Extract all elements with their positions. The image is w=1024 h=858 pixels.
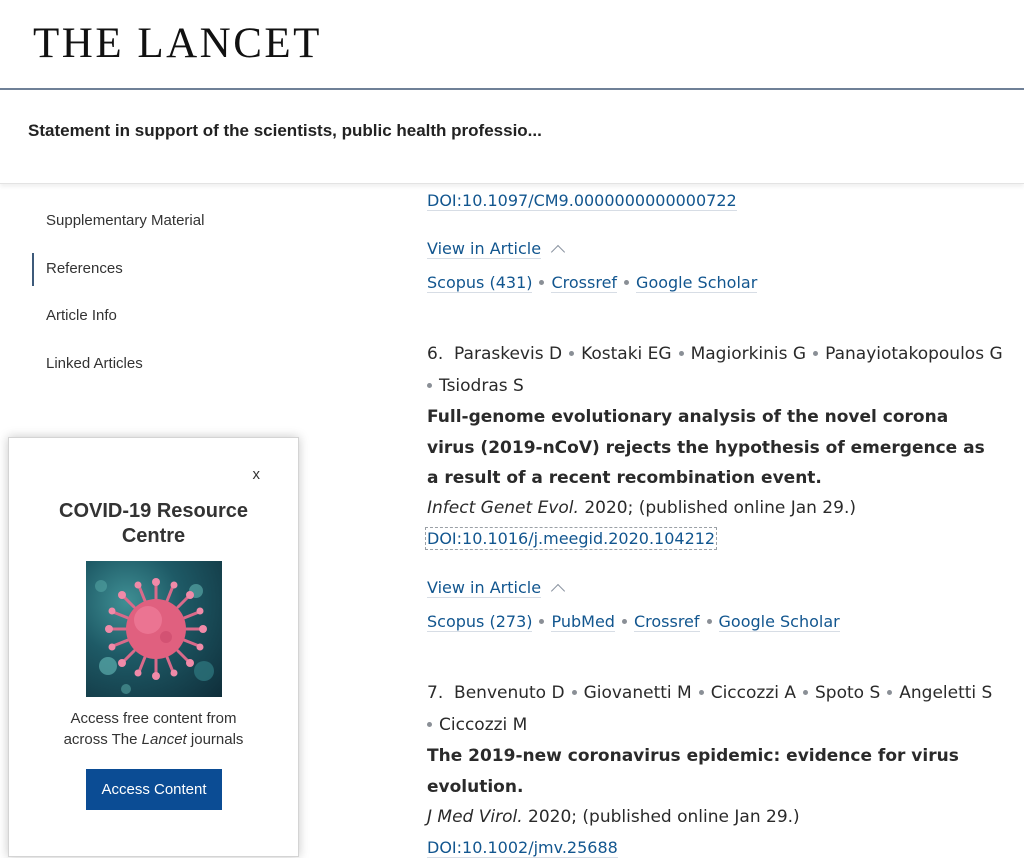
ref6-author: Paraskevis D [454,344,563,364]
separator-dot [707,619,712,624]
ref6-journal-name: Infect Genet Evol. [427,498,579,518]
ref5-database-links [427,273,757,292]
popup-title [9,499,298,549]
separator-dot [887,690,892,695]
ref6-scopus-link[interactable]: Scopus (273) [427,612,533,631]
nav-item-supplementary-material[interactable]: Supplementary Material [46,212,205,229]
ref6-authors-line2 [427,371,524,402]
separator-dot [813,351,818,356]
popup-desc-line1: Access free content from [70,710,237,727]
ref6-view-in-article-link[interactable]: View in Article [427,578,542,597]
article-title-bar [0,92,1024,184]
covid-resource-popup [8,437,299,857]
chevron-up-icon[interactable] [551,245,565,259]
separator-dot [803,690,808,695]
ref6-number: 6. [427,344,444,364]
separator-dot [622,619,627,624]
ref6-author: Panayiotakopoulos G [825,344,1003,364]
ref5-doi [427,191,737,210]
ref6-view-in-article[interactable] [427,578,563,597]
nav-item-references[interactable]: References [30,246,260,294]
ref5-scopus-link[interactable]: Scopus (431) [427,273,533,292]
coronavirus-image-icon [86,561,222,697]
separator-dot [427,722,432,727]
separator-dot [569,351,574,356]
ref7-journal-name: J Med Virol. [427,807,523,827]
ref5-view-in-article[interactable] [427,239,563,258]
article-side-nav [30,198,260,388]
separator-dot [699,690,704,695]
ref6-journal [427,498,856,518]
lancet-logo[interactable]: THE LANCET [33,20,322,67]
ref7-publication: 2020; (published online Jan 29.) [528,807,800,827]
nav-item-linked-articles[interactable]: Linked Articles [46,354,143,372]
ref6-author: Kostaki EG [581,344,672,364]
close-icon[interactable]: x [252,466,260,483]
popup-description [9,708,298,750]
article-title: Statement in support of the scientists, public health professio... [28,121,542,140]
separator-dot [539,280,544,285]
ref6-google-scholar-link[interactable]: Google Scholar [718,612,840,631]
separator-dot [427,383,432,388]
popup-desc-line2: across The Lancet journals [63,731,244,748]
ref7-authors-line1 [427,678,992,709]
ref6-pubmed-link[interactable]: PubMed [551,612,615,631]
separator-dot [679,351,684,356]
ref7-authors-line2 [427,710,527,741]
ref7-doi [427,838,618,857]
ref7-journal [427,807,800,827]
ref7-author: Spoto S [815,683,881,703]
popup-title-line2: Centre [121,525,186,547]
ref5-crossref-link[interactable]: Crossref [551,273,618,292]
ref6-doi [425,529,717,548]
ref7-author: Giovanetti M [583,683,692,703]
ref6-authors-line1 [427,339,1003,370]
ref5-doi-link[interactable]: DOI:10.1097/CM9.0000000000000722 [427,191,737,210]
coronavirus-illustration [86,561,222,697]
ref7-author: Ciccozzi A [710,683,797,703]
ref7-number: 7. [427,683,444,703]
ref7-author: Ciccozzi M [439,715,528,735]
site-header [0,0,1024,90]
ref6-doi-link[interactable]: DOI:10.1016/j.meegid.2020.104212 [427,529,716,548]
nav-item-article-info[interactable]: Article Info [46,307,117,324]
separator-dot [572,690,577,695]
ref7-author: Angeletti S [899,683,993,703]
ref6-crossref-link[interactable]: Crossref [633,612,700,631]
separator-dot [624,280,629,285]
ref6-author: Tsiodras S [439,376,524,396]
ref6-title: Full-genome evolutionary analysis of the novel corona virus (2019-nCoV) rejects the hypothesis of emergence as a result of a recent recombination event. [427,407,985,488]
ref7-doi-link[interactable]: DOI:10.1002/jmv.25688 [427,838,618,857]
ref6-author: Magiorkinis G [690,344,807,364]
ref5-view-in-article-link[interactable]: View in Article [427,239,542,258]
access-content-button[interactable]: Access Content [86,769,222,810]
ref6-publication: 2020; (published online Jan 29.) [584,498,856,518]
popup-title-line1: COVID-19 Resource [59,500,248,522]
ref6-database-links [427,612,840,631]
ref7-author: Benvenuto D [454,683,565,703]
separator-dot [539,619,544,624]
ref7-title: The 2019-new coronavirus epidemic: evidence for virus evolution. [427,746,959,797]
chevron-up-icon[interactable] [551,584,565,598]
ref5-google-scholar-link[interactable]: Google Scholar [636,273,758,292]
